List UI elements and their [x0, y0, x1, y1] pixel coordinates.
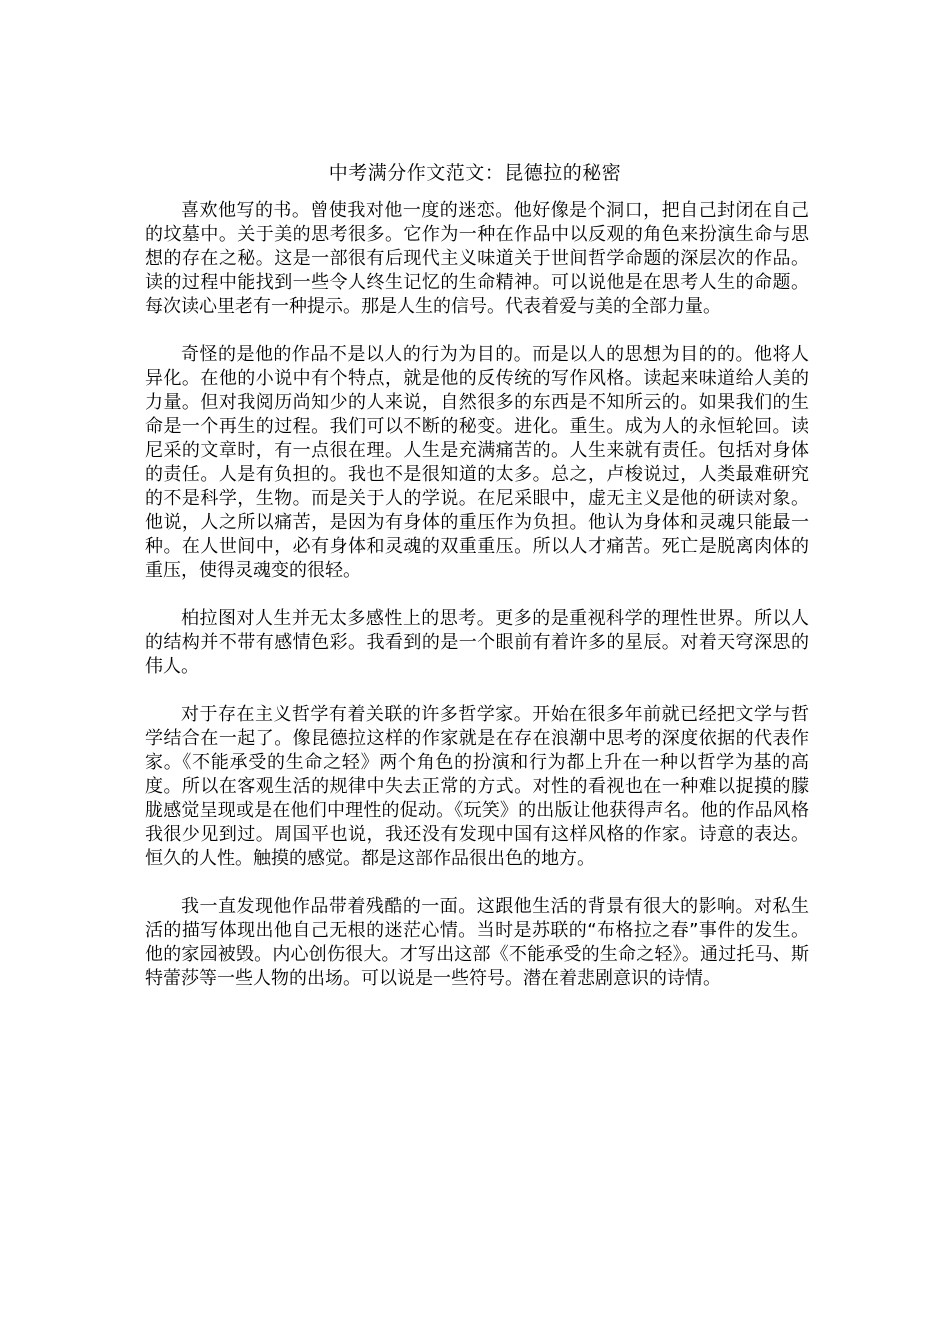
paragraph-3: 柏拉图对人生并无太多感性上的思考。更多的是重视科学的理性世界。所以人的结构并不带有感情色彩。我看到的是一个眼前有着许多的星辰。对着天穹深思的伟人。	[145, 608, 809, 677]
document-title: 中考满分作文范文：昆德拉的秘密	[328, 162, 622, 184]
paragraph-2: 奇怪的是他的作品不是以人的行为为目的。而是以人的思想为目的的。他将人异化。在他的小说中有个特点，就是他的反传统的写作风格。读起来味道给人美的力量。但对我阅历尚知少的人来说，自然很多的东西是不知所云的。如果我们的生命是一个再生的过程。我们可以不断的秘变。进化。重生。成为人的永恒轮回。读尼采的文章时，有一点很在理。人生是充满痛苦的。人生来就有责任。包括对身体的责任。人是有负担的。我也不是很知道的太多。总之，卢梭说过，人类最难研究的不是科学，生物。而是关于人的学说。在尼采眼中，虚无主义是他的研读对象。他说，人之所以痛苦，是因为有身体的重压作为负担。他认为身体和灵魂只能最一种。在人世间中，必有身体和灵魂的双重重压。所以人才痛苦。死亡是脱离肉体的重压，使得灵魂变的很轻。	[145, 344, 809, 581]
paragraph-4: 对于存在主义哲学有着关联的许多哲学家。开始在很多年前就已经把文学与哲学结合在一起了。像昆德拉这样的作家就是在存在浪潮中思考的深度依据的代表作家。《不能承受的生命之轻》两个角色的扮演和行为都上升在一种以哲学为基的高度。所以在客观生活的规律中失去正常的方式。对性的看视也在一种难以捉摸的朦胧感觉呈现或是在他们中理性的促动。《玩笑》的出版让他获得声名。他的作品风格我很少见到过。周国平也说，我还没有发现中国有这样风格的作家。诗意的表达。恒久的人性。触摸的感觉。都是这部作品很出色的地方。	[145, 704, 809, 869]
document-body	[145, 199, 809, 1015]
paragraph-5: 我一直发现他作品带着残酷的一面。这跟他生活的背景有很大的影响。对私生活的描写体现出他自己无根的迷茫心情。当时是苏联的“布格拉之春”事件的发生。他的家园被毁。内心创伤很大。才写出这部《不能承受的生命之轻》。通过托马、斯特蕾莎等一些人物的出场。可以说是一些符号。潜在着悲剧意识的诗情。	[145, 896, 809, 989]
paragraph-1: 喜欢他写的书。曾使我对他一度的迷恋。他好像是个洞口，把自己封闭在自己的坟墓中。关于美的思考很多。它作为一种在作品中以反观的角色来扮演生命与思想的存在之秘。这是一部很有后现代主义味道关于世间哲学命题的深层次的作品。读的过程中能找到一些令人终生记忆的生命精神。可以说他是在思考人生的命题。每次读心里老有一种提示。那是人生的信号。代表着爱与美的全部力量。	[145, 200, 809, 317]
